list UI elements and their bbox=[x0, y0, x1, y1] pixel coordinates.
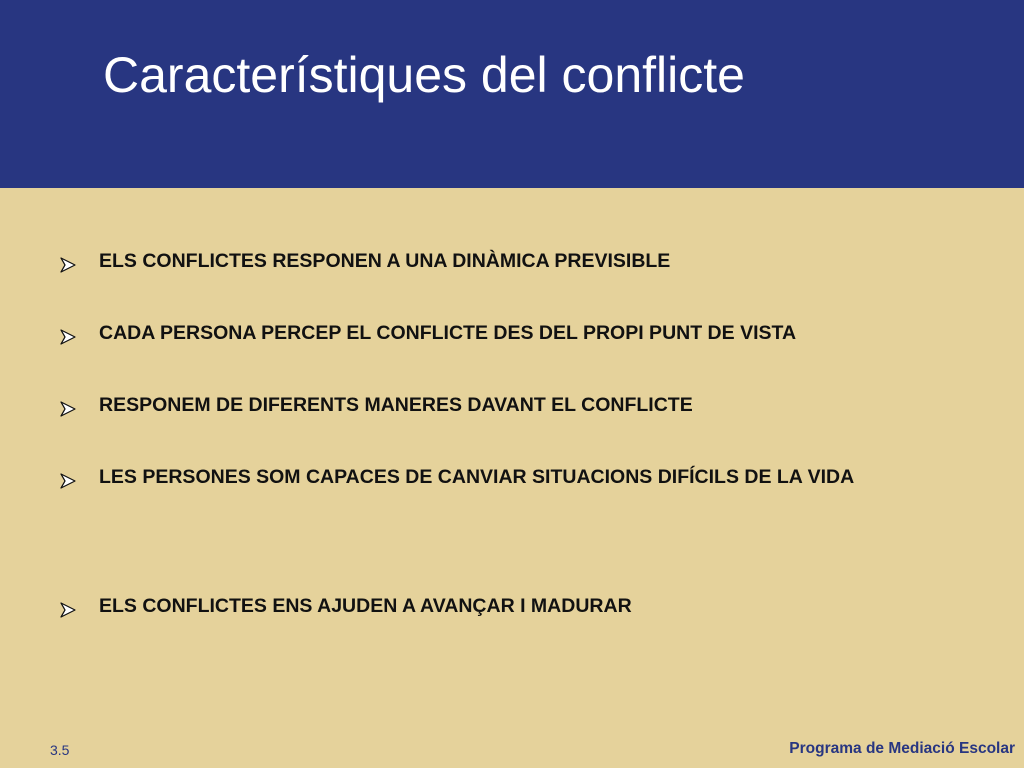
arrowhead-bullet-icon bbox=[60, 329, 76, 345]
bullet-text: ELS CONFLICTES RESPONEN A UNA DINÀMICA PREVISIBLE bbox=[99, 250, 671, 272]
arrowhead-bullet-icon bbox=[60, 473, 76, 489]
slide-title: Característiques del conflicte bbox=[103, 47, 745, 103]
arrowhead-bullet-icon bbox=[60, 602, 76, 618]
bullet-text: ELS CONFLICTES ENS AJUDEN A AVANÇAR I MADURAR bbox=[99, 595, 632, 617]
bullet-text: RESPONEM DE DIFERENTS MANERES DAVANT EL CONFLICTE bbox=[99, 394, 693, 416]
slide-number: 3.5 bbox=[50, 742, 70, 758]
footer-program-name: Programa de Mediació Escolar bbox=[789, 740, 1015, 757]
arrowhead-bullet-icon bbox=[60, 401, 76, 417]
arrowhead-bullet-icon bbox=[60, 257, 76, 273]
bullet-text: CADA PERSONA PERCEP EL CONFLICTE DES DEL PROPI PUNT DE VISTA bbox=[99, 322, 797, 344]
title-banner bbox=[0, 0, 1024, 188]
bullet-text: LES PERSONES SOM CAPACES DE CANVIAR SITUACIONS DIFÍCILS DE LA VIDA bbox=[99, 466, 855, 488]
